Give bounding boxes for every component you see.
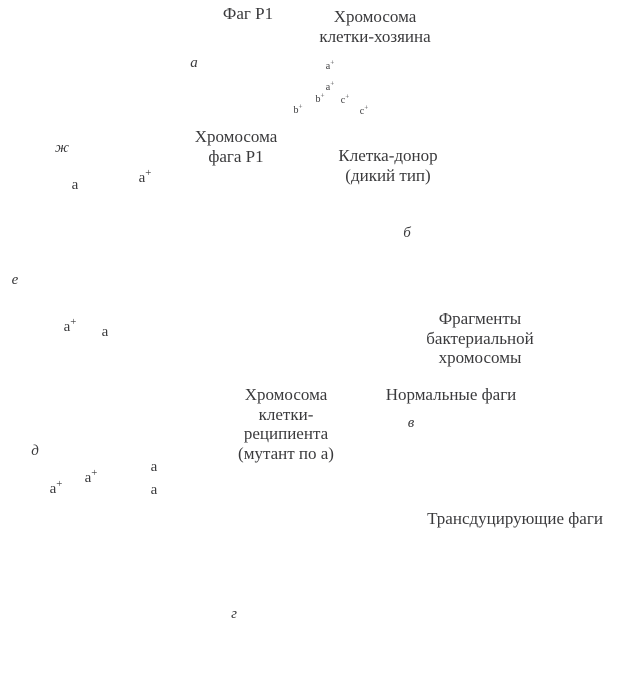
gene-marker-d-a-plus-2 [49,478,63,498]
caption-line: (дикий тип) [345,165,431,185]
caption-line: реципиента [243,424,329,444]
gene-superscript: + [91,467,98,479]
gene-allele: a [49,481,57,497]
gene-superscript: + [145,167,152,179]
gene-superscript: + [345,92,350,101]
gene-allele: a [325,82,331,93]
caption-line: фага P1 [208,146,264,166]
gene-allele: a [138,170,146,186]
gene-allele: a [150,459,158,475]
caption-normal-phages [386,385,517,405]
caption-line: Фрагменты [438,309,522,328]
gene-allele: c [340,95,346,106]
gene-allele: a [325,61,331,72]
caption-line: бактериальной [426,328,534,348]
gene-marker-zh-a [72,177,79,194]
gene-marker-d-a-plus-1 [84,467,98,487]
caption-bacterial-chromosome-fragments [426,309,533,368]
caption-line: Хромосома [194,127,278,146]
gene-marker-d-a-1 [151,459,158,476]
panel-letter-a: а [190,55,198,71]
gene-allele: a [150,482,158,498]
gene-marker-host-a-plus-1 [325,58,335,73]
gene-marker-host-b-plus-1 [315,91,325,106]
caption-donor-cell [338,146,437,185]
gene-superscript: + [330,79,335,88]
gene-allele: c [359,106,365,117]
caption-line: клетки- [258,404,314,424]
caption-line: Клетка-донор [338,146,438,165]
gene-allele: a [101,324,109,340]
gene-allele: a [63,319,71,335]
gene-superscript: + [364,103,369,112]
caption-line: (мутант по a) [238,444,334,464]
caption-line: Хромосома [244,385,328,404]
gene-superscript: + [56,478,63,490]
gene-marker-host-c-plus-1 [340,92,350,107]
gene-superscript: + [298,102,303,111]
caption-line: Хромосома [333,7,417,26]
gene-marker-e-a-plus [63,316,77,336]
caption-phage-p1-chromosome [195,127,278,166]
gene-marker-zh-a-plus [138,167,152,187]
panel-letter-d: д [31,443,39,459]
gene-superscript: + [320,91,325,100]
gene-allele: a [71,177,79,193]
gene-marker-e-a [102,324,109,341]
caption-transducing-phages [427,509,603,529]
panel-letter-b: б [403,225,411,241]
caption-line: Нормальные фаги [385,385,517,404]
gene-marker-host-b-plus-2 [293,102,303,117]
caption-line: Трансдуцирующие фаги [427,509,603,528]
gene-allele: b [293,105,299,116]
caption-line: Фаг P1 [222,4,274,23]
gene-allele: a [84,470,92,486]
caption-phage-p1 [223,4,273,24]
panel-letter-g: г [231,606,237,622]
panel-letter-v: в [407,415,415,431]
gene-marker-host-a-plus-2 [325,79,335,94]
caption-host-cell-chromosome [319,7,430,46]
gene-marker-host-c-plus-2 [359,103,369,118]
caption-line: хромосомы [438,348,522,368]
gene-superscript: + [70,316,77,328]
caption-recipient-cell-chromosome [238,385,334,464]
gene-marker-d-a-2 [151,482,158,499]
gene-superscript: + [330,58,335,67]
panel-letter-zh: ж [55,140,69,156]
gene-allele: b [315,94,321,105]
panel-letter-e: е [11,272,19,288]
caption-line: клетки-хозяина [319,26,431,46]
